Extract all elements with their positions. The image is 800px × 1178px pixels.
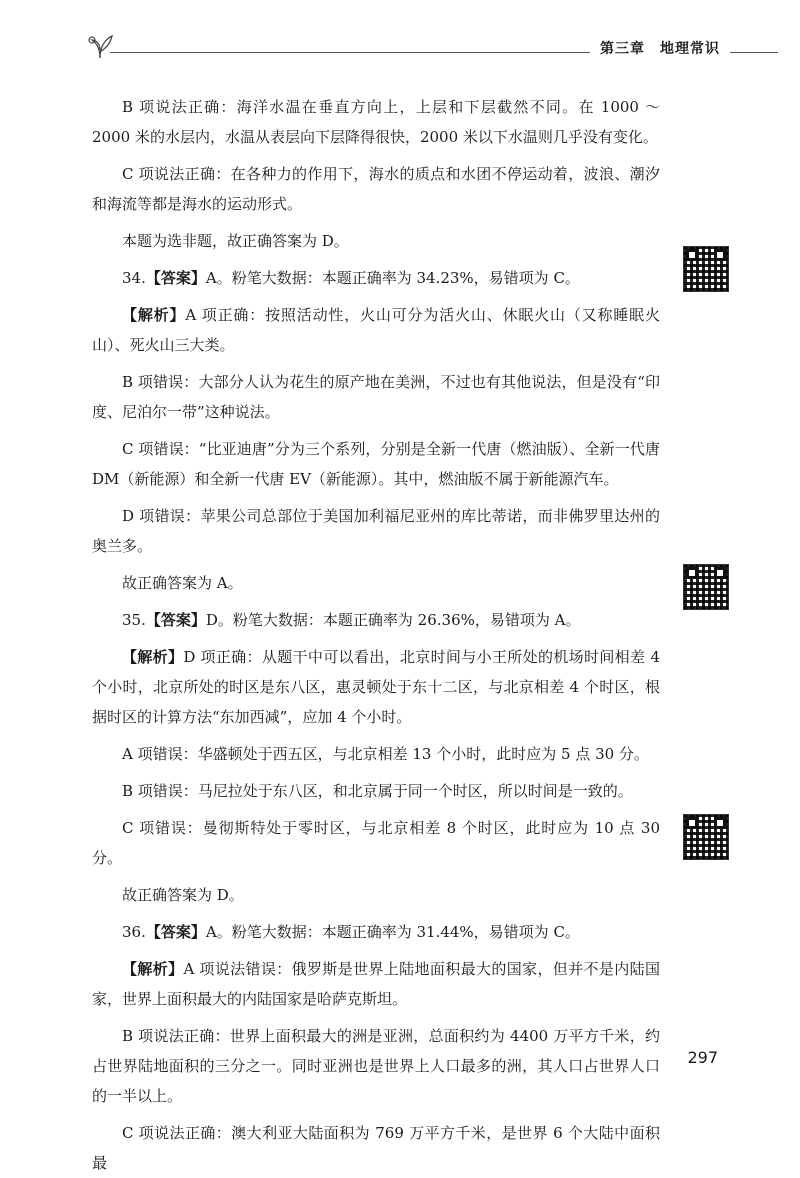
page-number: 297 — [687, 1048, 718, 1067]
chapter-title: 第三章 地理常识 — [590, 38, 730, 58]
page-body — [92, 92, 660, 1178]
analysis-q34 — [92, 300, 660, 360]
paragraph-c-australia: C 项说法正确：澳大利亚大陆面积为 769 万平方千米，是世界 6 个大陆中面积最 — [92, 1124, 660, 1172]
question-number: 36. — [122, 923, 146, 941]
question-number: 35. — [122, 611, 146, 629]
paragraph-answer-q34: 故正确答案为 A。 — [122, 574, 243, 592]
paragraph-b-manila: B 项错误：马尼拉处于东八区，和北京属于同一个时区，所以时间是一致的。 — [122, 782, 633, 800]
leaf-ornament-icon — [86, 32, 116, 60]
paragraph-c-byd-tang: C 项错误：“比亚迪唐”分为三个系列，分别是全新一代唐（燃油版）、全新一代唐 DM（新能源）和全新一代唐 EV（新能源）。其中，燃油版不属于新能源汽车。 — [92, 440, 660, 488]
answer-tag: 【答案】 — [145, 923, 206, 941]
qr-code-q34[interactable] — [683, 246, 729, 292]
analysis-text: A 项说法错误：俄罗斯是世界上陆地面积最大的国家，但并不是内陆国家，世界上面积最大的内陆国家是哈萨克斯坦。 — [92, 960, 660, 1008]
answer-line-q36 — [92, 917, 660, 947]
paragraph-c-manchester: C 项错误：曼彻斯特处于零时区，与北京相差 8 个时区，此时应为 10 点 30 分。 — [92, 819, 660, 867]
answer-line-q34 — [92, 263, 660, 293]
answer-tag: 【答案】 — [145, 611, 206, 629]
analysis-text: A 项正确：按照活动性，火山可分为活火山、休眠火山（又称睡眠火山）、死火山三大类。 — [92, 306, 660, 354]
answer-tag: 【答案】 — [145, 269, 206, 287]
analysis-q35 — [92, 642, 660, 732]
paragraph-answer-q33: 本题为选非题，故正确答案为 D。 — [122, 232, 349, 250]
answer-text: A。粉笔大数据：本题正确率为 31.44%，易错项为 C。 — [205, 923, 580, 941]
paragraph-b-asia: B 项说法正确：世界上面积最大的洲是亚洲，总面积约为 4400 万平方千米，约占世界陆地面积的三分之一。同时亚洲也是世界上人口最多的洲，其人口占世界人口的一半以上。 — [92, 1027, 660, 1105]
analysis-tag: 【解析】 — [122, 648, 184, 666]
question-number: 34. — [122, 269, 146, 287]
paragraph-c-ocean-movement: C 项说法正确：在各种力的作用下，海水的质点和水团不停运动着，波浪、潮汐和海流等都是海水的运动形式。 — [92, 165, 660, 213]
paragraph-d-apple: D 项错误：苹果公司总部位于美国加利福尼亚州的库比蒂诺，而非佛罗里达州的奥兰多。 — [92, 507, 660, 555]
paragraph-answer-q35: 故正确答案为 D。 — [122, 886, 244, 904]
analysis-q36 — [92, 954, 660, 1014]
qr-code-q35[interactable] — [683, 564, 729, 610]
answer-text: D。粉笔大数据：本题正确率为 26.36%，易错项为 A。 — [205, 611, 581, 629]
qr-code-q36[interactable] — [683, 814, 729, 860]
analysis-tag: 【解析】 — [122, 960, 184, 978]
paragraph-a-washington: A 项错误：华盛顿处于西五区，与北京相差 13 个小时，此时应为 5 点 30 分。 — [122, 745, 649, 763]
answer-text: A。粉笔大数据：本题正确率为 34.23%，易错项为 C。 — [205, 269, 580, 287]
paragraph-b-peanut: B 项错误：大部分人认为花生的原产地在美洲，不过也有其他说法，但是没有“印度、尼泊尔一带”这种说法。 — [92, 373, 660, 421]
answer-line-q35 — [92, 605, 660, 635]
analysis-tag: 【解析】 — [122, 306, 186, 324]
paragraph-b-ocean-temperature: B 项说法正确：海洋水温在垂直方向上，上层和下层截然不同。在 1000 ～ 2000 米的水层内，水温从表层向下层降得很快，2000 米以下水温则几乎没有变化。 — [92, 98, 660, 146]
analysis-text: D 项正确：从题干中可以看出，北京时间与小王所处的机场时间相差 4 个小时，北京所处的时区是东八区，惠灵顿处于东十二区，与北京相差 4 个时区，根据时区的计算方法“东加西减”，应加 4 个小时。 — [92, 648, 660, 726]
